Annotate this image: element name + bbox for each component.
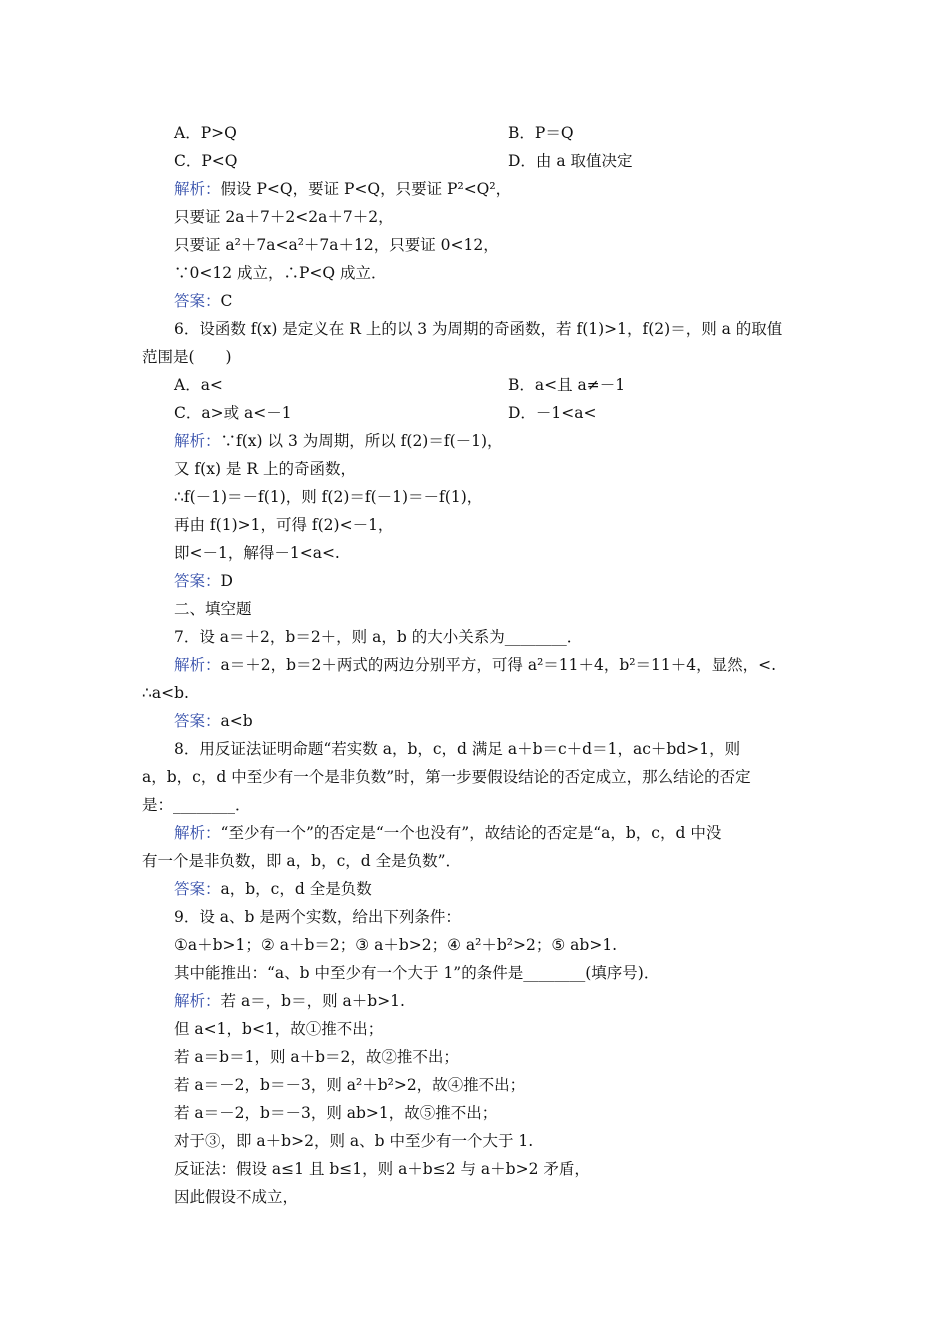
q5-analysis-line-2: 只要证 2a＋7＋2<2a＋7＋2， [174,208,394,226]
q5-option-a: A．P>Q [174,124,237,142]
q9-analysis-line-3: 若 a＝b＝1，则 a＋b＝2，故②推不出； [174,1048,459,1066]
q5-option-d: D．由 a 取值决定 [508,152,633,170]
q5-option-b: B．P＝Q [508,124,574,142]
q6-answer [174,571,233,591]
q9-analysis-line-5: 若 a＝－2，b＝－3，则 ab>1，故⑤推不出； [174,1104,498,1122]
q5-analysis-line-3: 只要证 a²＋7a<a²＋7a＋12，只要证 0<12， [174,236,499,254]
q5-analysis-line-1 [174,179,511,199]
q8-stem-line-2: a，b，c，d 中至少有一个是非负数”时，第一步要假设结论的否定成立，那么结论的否定 [142,768,751,786]
section-heading: 二、填空题 [174,600,252,618]
q6-option-c: C．a>或 a<－1 [174,404,292,422]
q9-analysis-line-2: 但 a<1，b<1，故①推不出； [174,1020,384,1038]
q6-analysis-line-1 [174,431,503,451]
q9-stem-line-2: ①a＋b>1；② a＋b＝2；③ a＋b>2；④ a²＋b²>2；⑤ ab>1. [174,936,618,954]
analysis-text: 若 a＝，b＝，则 a＋b>1. [220,992,405,1010]
q7-stem: 7．设 a＝＋2，b＝2＋，则 a，b 的大小关系为________． [174,628,583,646]
q6-analysis-line-4: 再由 f(1)>1，可得 f(2)<－1， [174,516,394,534]
q6-stem-line-2: 范围是( ) [142,348,232,366]
q7-analysis-line-2: ∴a<b. [142,684,189,702]
answer-label: 答案： [174,880,221,898]
q8-answer [174,879,372,899]
q6-option-a: A．a< [174,376,223,394]
analysis-label: 解析： [174,824,221,842]
q8-stem-line-3: 是：________． [142,796,251,814]
analysis-text: “至少有一个”的否定是“一个也没有”，故结论的否定是“a，b，c，d 中没 [220,824,722,842]
q9-analysis-line-4: 若 a＝－2，b＝－3，则 a²＋b²>2，故④推不出； [174,1076,526,1094]
q5-option-c: C．P<Q [174,152,238,170]
answer-label: 答案： [174,292,221,310]
answer-text: a，b，c，d 全是负数 [220,880,372,898]
q6-analysis-line-5: 即<－1，解得－1<a<. [174,544,340,562]
analysis-text: ∵f(x) 以 3 为周期，所以 f(2)＝f(－1)， [220,432,503,450]
q8-analysis-line-1 [174,823,721,843]
q8-analysis-line-2: 有一个是非负数，即 a，b，c，d 全是负数”． [142,852,462,870]
q6-option-b: B．a<且 a≠－1 [508,376,626,394]
q9-analysis-line-1 [174,991,405,1011]
analysis-label: 解析： [174,992,221,1010]
analysis-label: 解析： [174,180,221,198]
q7-answer [174,711,253,731]
q9-analysis-line-6: 对于③，即 a＋b>2，则 a、b 中至少有一个大于 1. [174,1132,534,1150]
q9-analysis-line-8: 因此假设不成立， [174,1188,299,1206]
analysis-label: 解析： [174,656,221,674]
q6-option-d: D．－1<a< [508,404,597,422]
analysis-label: 解析： [174,432,221,450]
q6-analysis-line-2: 又 f(x) 是 R 上的奇函数， [174,460,356,478]
q6-analysis-line-3: ∴f(－1)＝－f(1)，则 f(2)＝f(－1)＝－f(1)， [174,488,483,506]
answer-text: D [220,572,233,590]
q5-analysis-line-4: ∵0<12 成立，∴P<Q 成立． [174,264,387,282]
q7-analysis-line-1 [174,655,776,675]
analysis-text: a＝＋2，b＝2＋两式的两边分别平方，可得 a²＝11＋4，b²＝11＋4，显然，<. [220,656,777,674]
q9-stem-line-1: 9．设 a、b 是两个实数，给出下列条件： [174,908,461,926]
q8-stem-line-1: 8．用反证法证明命题“若实数 a，b，c，d 满足 a＋b＝c＋d＝1，ac＋bd>1，则 [174,740,741,758]
q6-stem-line-1: 6．设函数 f(x) 是定义在 R 上的以 3 为周期的奇函数，若 f(1)>1，f(2)＝，则 a 的取值 [174,320,783,338]
q5-answer [174,291,232,311]
q9-stem-line-3: 其中能推出：“a、b 中至少有一个大于 1”的条件是________(填序号)． [174,964,660,982]
analysis-text: 假设 P<Q，要证 P<Q，只要证 P²<Q²， [220,180,512,198]
q9-analysis-line-7: 反证法：假设 a≤1 且 b≤1，则 a＋b≤2 与 a＋b>2 矛盾， [174,1160,590,1178]
answer-label: 答案： [174,572,221,590]
answer-text: C [220,292,233,310]
answer-label: 答案： [174,712,221,730]
answer-text: a<b [220,712,253,730]
